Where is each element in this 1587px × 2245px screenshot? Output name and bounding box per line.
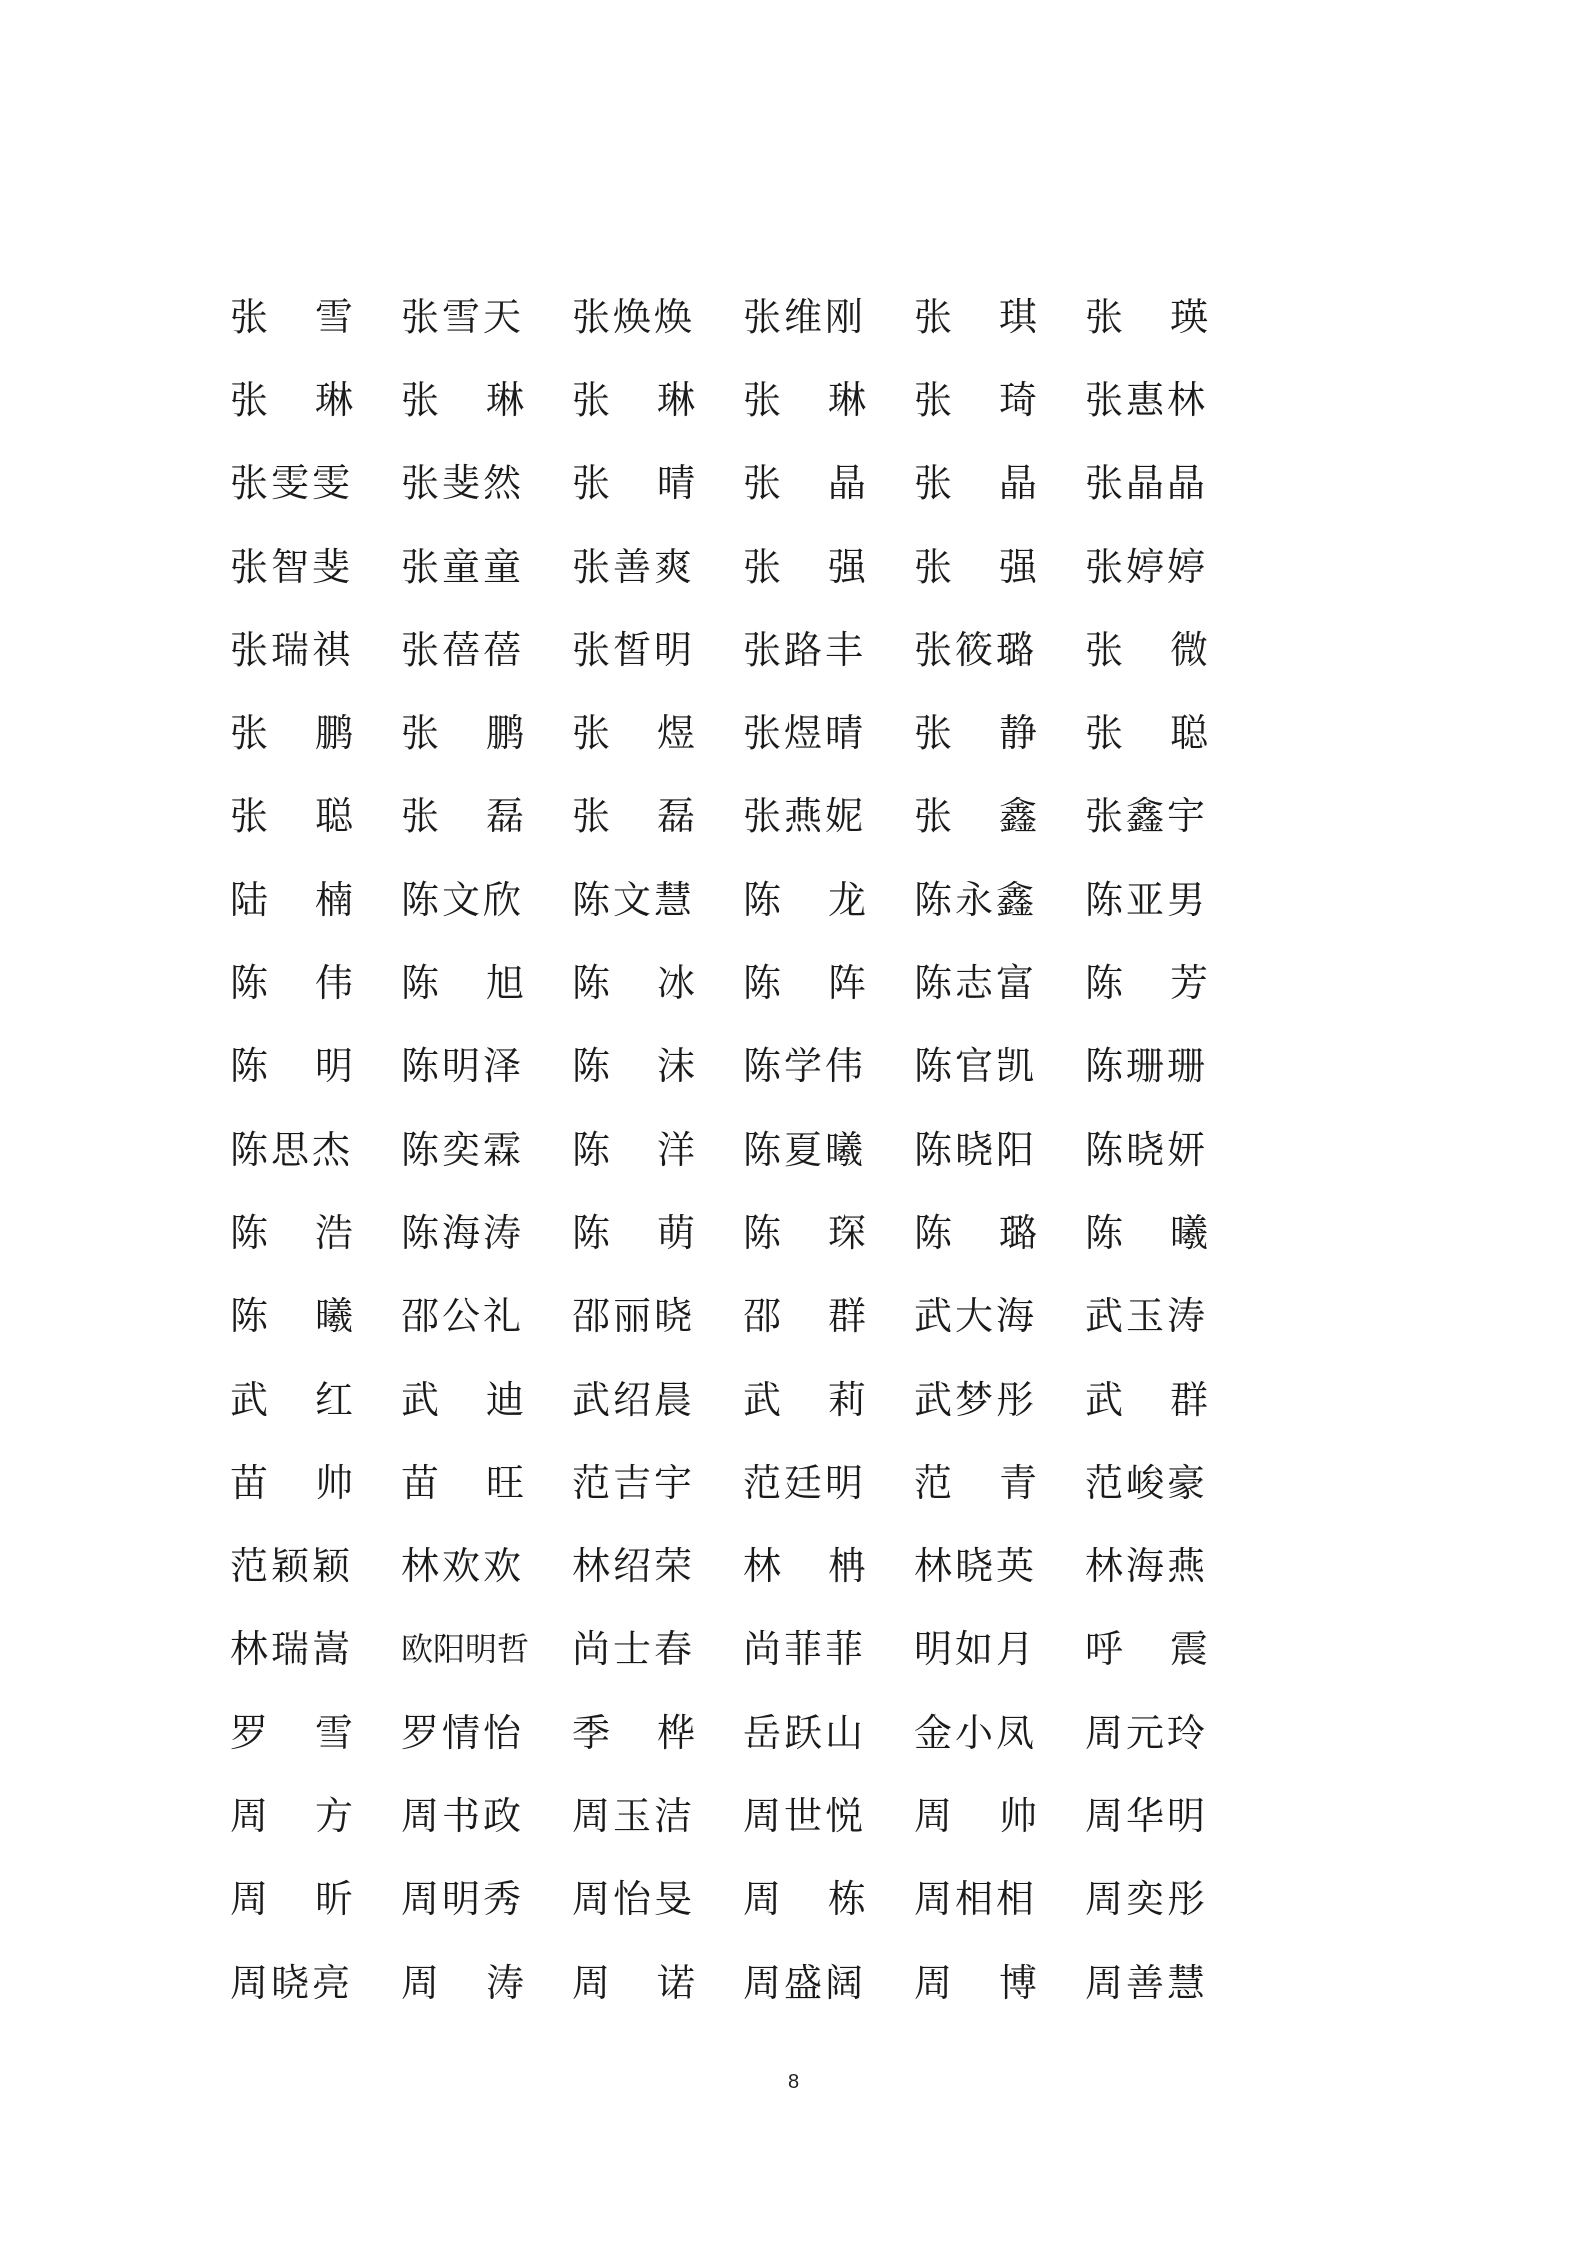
name-entry: 陈 冰 (572, 961, 695, 1006)
name-entry: 陈学伟 (743, 1044, 867, 1089)
name-entry: 张 强 (743, 544, 866, 589)
name-row (230, 691, 1460, 774)
name-entry: 张 强 (914, 544, 1037, 589)
name-entry: 范颖颖 (230, 1544, 354, 1589)
name-entry: 张婷婷 (1085, 544, 1209, 589)
name-entry: 张 鹏 (230, 711, 353, 756)
name-entry: 林绍荣 (572, 1544, 696, 1589)
name-row (230, 775, 1460, 858)
name-entry: 张 鑫 (914, 794, 1037, 839)
name-entry: 陈 萌 (572, 1210, 695, 1255)
name-entry: 陈 阵 (743, 961, 866, 1006)
name-entry: 张 磊 (401, 794, 524, 839)
name-entry: 张瑞祺 (230, 627, 354, 672)
name-entry: 欧阳明哲 (401, 1630, 530, 1669)
name-entry: 陈 明 (230, 1044, 353, 1089)
name-entry: 武 莉 (743, 1377, 866, 1422)
name-row (230, 1774, 1460, 1857)
name-entry: 陈文欣 (401, 877, 525, 922)
name-entry: 张 瑛 (1085, 294, 1208, 339)
name-entry: 邵 群 (743, 1294, 866, 1339)
name-entry: 张筱璐 (914, 627, 1038, 672)
name-entry: 周 涛 (401, 1960, 524, 2005)
name-entry: 周华明 (1085, 1793, 1209, 1838)
name-row (230, 1524, 1460, 1607)
name-entry: 张焕焕 (572, 294, 696, 339)
name-entry: 范 青 (914, 1460, 1037, 1505)
name-entry: 尚菲菲 (743, 1627, 867, 1672)
name-entry: 陈珊珊 (1085, 1044, 1209, 1089)
name-entry: 周 博 (914, 1960, 1037, 2005)
name-entry: 尚士春 (572, 1627, 696, 1672)
name-entry: 张路丰 (743, 627, 867, 672)
name-entry: 张晶晶 (1085, 461, 1209, 506)
name-entry: 陈志富 (914, 961, 1038, 1006)
name-entry: 张 琳 (230, 377, 353, 422)
name-entry: 陈 曦 (230, 1294, 353, 1339)
name-entry: 周玉洁 (572, 1793, 696, 1838)
name-entry: 张 煜 (572, 711, 695, 756)
name-row (230, 1941, 1460, 2024)
name-entry: 周明秀 (401, 1877, 525, 1922)
name-entry: 张善爽 (572, 544, 696, 589)
name-entry: 张 鹏 (401, 711, 524, 756)
name-entry: 周 栋 (743, 1877, 866, 1922)
name-entry: 苗 旺 (401, 1460, 524, 1505)
name-entry: 张 晶 (914, 461, 1037, 506)
names-list (230, 275, 1460, 2024)
name-entry: 呼 震 (1085, 1627, 1208, 1672)
name-entry: 张燕妮 (743, 794, 867, 839)
name-entry: 周元玲 (1085, 1710, 1209, 1755)
name-entry: 武玉涛 (1085, 1294, 1209, 1339)
name-entry: 武大海 (914, 1294, 1038, 1339)
name-entry: 陈官凯 (914, 1044, 1038, 1089)
name-entry: 武 群 (1085, 1377, 1208, 1422)
name-entry: 陈 洋 (572, 1127, 695, 1172)
name-row (230, 1108, 1460, 1191)
name-row (230, 442, 1460, 525)
name-entry: 罗情怡 (401, 1710, 525, 1755)
name-entry: 张 磊 (572, 794, 695, 839)
name-entry: 张 琦 (914, 377, 1037, 422)
name-entry: 张 晴 (572, 461, 695, 506)
name-entry: 陈 伟 (230, 961, 353, 1006)
name-entry: 张 琳 (743, 377, 866, 422)
name-entry: 陈亚男 (1085, 877, 1209, 922)
name-entry: 陆 楠 (230, 877, 353, 922)
name-entry: 陈晓妍 (1085, 1127, 1209, 1172)
name-row (230, 608, 1460, 691)
name-entry: 张煜晴 (743, 711, 867, 756)
name-entry: 陈 芳 (1085, 961, 1208, 1006)
name-entry: 张 琪 (914, 294, 1037, 339)
name-entry: 陈 龙 (743, 877, 866, 922)
name-entry: 陈思杰 (230, 1127, 354, 1172)
name-entry: 张 静 (914, 711, 1037, 756)
name-entry: 武绍晨 (572, 1377, 696, 1422)
name-entry: 周善慧 (1085, 1960, 1209, 2005)
name-row (230, 1191, 1460, 1274)
name-row (230, 525, 1460, 608)
name-entry: 苗 帅 (230, 1460, 353, 1505)
name-entry: 张雪天 (401, 294, 525, 339)
name-entry: 张维刚 (743, 294, 867, 339)
name-entry: 陈文慧 (572, 877, 696, 922)
name-row (230, 1608, 1460, 1691)
name-entry: 张蓓蓓 (401, 627, 525, 672)
name-entry: 张鑫宇 (1085, 794, 1209, 839)
name-entry: 周 昕 (230, 1877, 353, 1922)
name-entry: 张 晶 (743, 461, 866, 506)
name-entry: 张斐然 (401, 461, 525, 506)
name-entry: 范吉宇 (572, 1460, 696, 1505)
name-entry: 武 红 (230, 1377, 353, 1422)
name-row (230, 1275, 1460, 1358)
name-entry: 武 迪 (401, 1377, 524, 1422)
name-entry: 周书政 (401, 1793, 525, 1838)
name-entry: 邵丽晓 (572, 1294, 696, 1339)
name-entry: 陈奕霖 (401, 1127, 525, 1172)
name-entry: 张 聪 (230, 794, 353, 839)
name-entry: 林 柟 (743, 1544, 866, 1589)
name-entry: 林晓英 (914, 1544, 1038, 1589)
name-entry: 周 方 (230, 1793, 353, 1838)
name-row (230, 1025, 1460, 1108)
name-entry: 张惠林 (1085, 377, 1209, 422)
name-entry: 张 琳 (572, 377, 695, 422)
name-entry: 张 微 (1085, 627, 1208, 672)
name-entry: 周相相 (914, 1877, 1038, 1922)
name-entry: 周盛阔 (743, 1960, 867, 2005)
name-entry: 岳跃山 (743, 1710, 867, 1755)
name-row (230, 858, 1460, 941)
name-entry: 陈海涛 (401, 1210, 525, 1255)
name-entry: 范峻豪 (1085, 1460, 1209, 1505)
name-row (230, 358, 1460, 441)
name-entry: 林海燕 (1085, 1544, 1209, 1589)
name-entry: 范廷明 (743, 1460, 867, 1505)
name-row (230, 1441, 1460, 1524)
name-entry: 张皙明 (572, 627, 696, 672)
name-entry: 罗 雪 (230, 1710, 353, 1755)
name-entry: 陈 璐 (914, 1210, 1037, 1255)
name-row (230, 941, 1460, 1024)
name-row (230, 1358, 1460, 1441)
name-row (230, 1858, 1460, 1941)
name-entry: 陈 曦 (1085, 1210, 1208, 1255)
name-row (230, 1691, 1460, 1774)
name-entry: 周 诺 (572, 1960, 695, 2005)
name-entry: 周怡旻 (572, 1877, 696, 1922)
name-entry: 邵公礼 (401, 1294, 525, 1339)
name-entry: 张 雪 (230, 294, 353, 339)
name-entry: 张 聪 (1085, 711, 1208, 756)
name-entry: 周晓亮 (230, 1960, 354, 2005)
name-entry: 金小凤 (914, 1710, 1038, 1755)
name-entry: 陈 浩 (230, 1210, 353, 1255)
name-entry: 明如月 (914, 1627, 1038, 1672)
name-entry: 陈 沫 (572, 1044, 695, 1089)
name-entry: 张雯雯 (230, 461, 354, 506)
name-entry: 陈晓阳 (914, 1127, 1038, 1172)
name-entry: 陈 旭 (401, 961, 524, 1006)
name-entry: 周世悦 (743, 1793, 867, 1838)
name-entry: 陈永鑫 (914, 877, 1038, 922)
name-entry: 陈夏曦 (743, 1127, 867, 1172)
page-number: 8 (787, 2071, 800, 2093)
name-entry: 季 桦 (572, 1710, 695, 1755)
name-entry: 周 帅 (914, 1793, 1037, 1838)
name-entry: 林欢欢 (401, 1544, 525, 1589)
name-entry: 陈明泽 (401, 1044, 525, 1089)
name-entry: 陈 琛 (743, 1210, 866, 1255)
name-entry: 周奕彤 (1085, 1877, 1209, 1922)
name-entry: 武梦彤 (914, 1377, 1038, 1422)
name-entry: 林瑞嵩 (230, 1627, 354, 1672)
name-entry: 张童童 (401, 544, 525, 589)
name-row (230, 275, 1460, 358)
name-entry: 张 琳 (401, 377, 524, 422)
name-entry: 张智斐 (230, 544, 354, 589)
